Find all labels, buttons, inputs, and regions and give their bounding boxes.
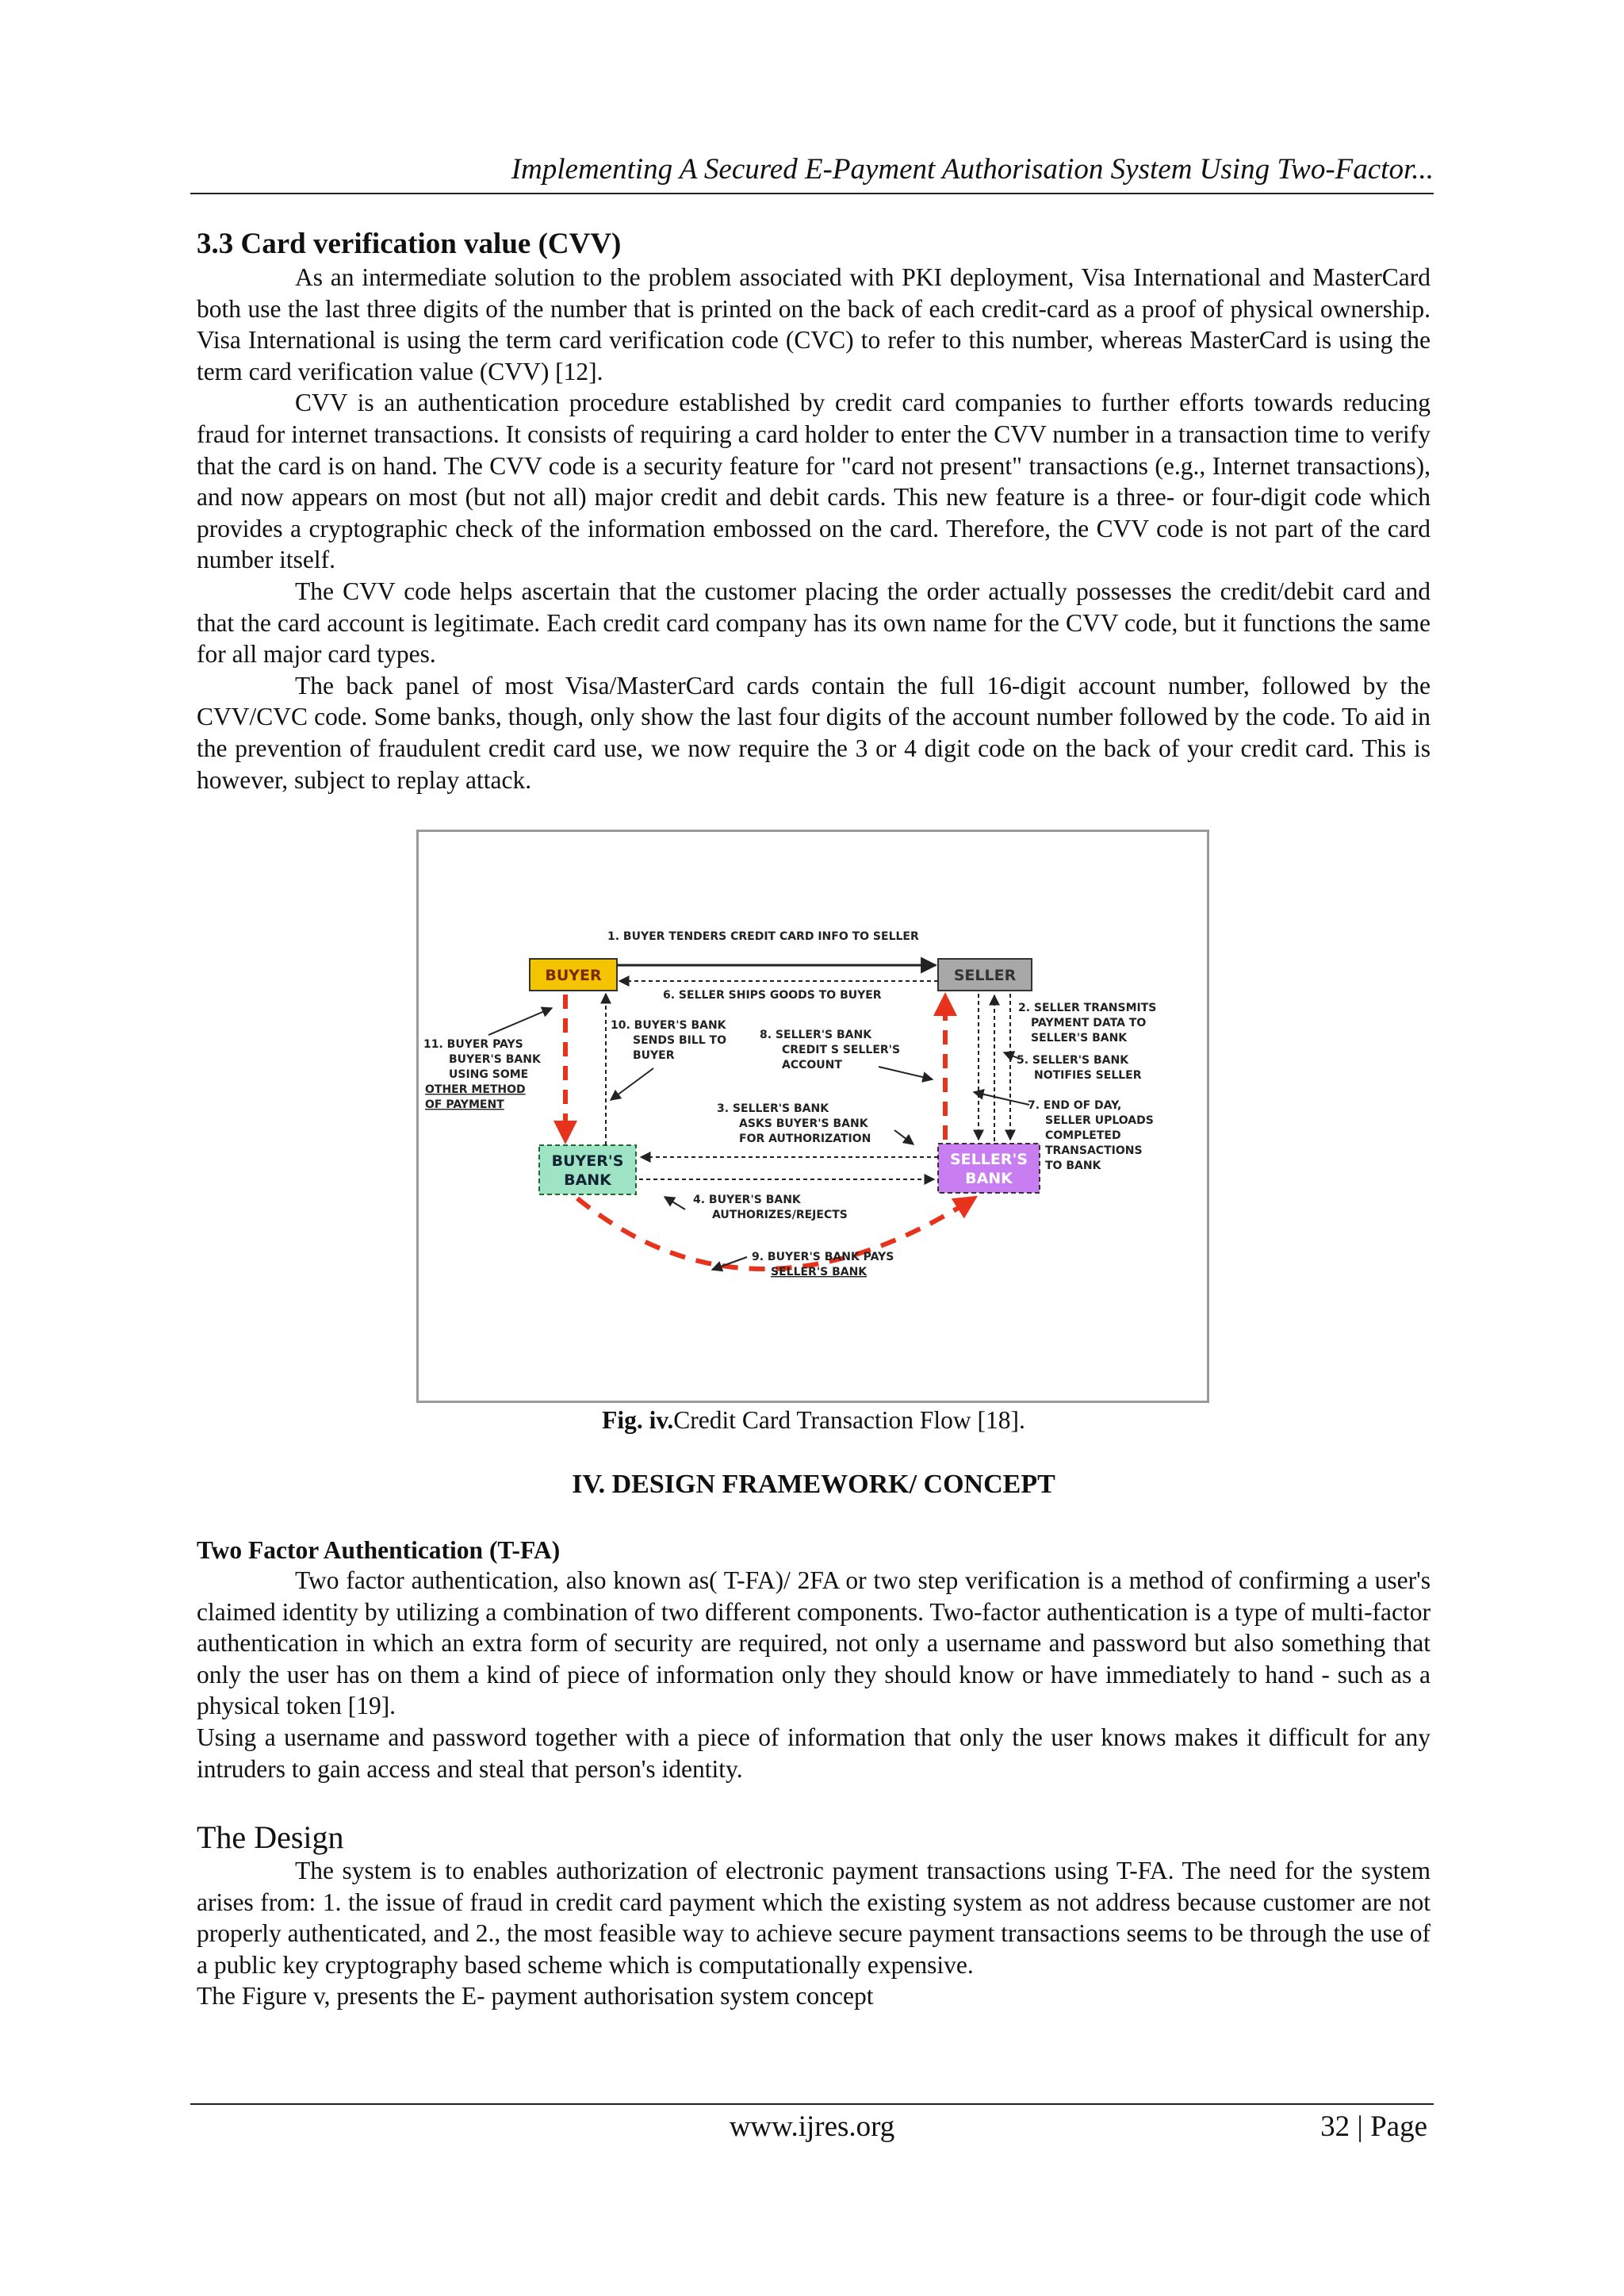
footer-rule bbox=[190, 2103, 1434, 2105]
figure-caption-label: Fig. iv. bbox=[602, 1406, 674, 1434]
buyers-bank-label-2: BANK bbox=[564, 1171, 611, 1189]
label-step-2-line3: SELLER'S BANK bbox=[1031, 1032, 1128, 1045]
paragraph: As an intermediate solution to the problem associated with PKI deployment, Visa International and MasterCard both use the last three digits of the number that is printed on the back of each credit-card as a proof of physical ownership. Visa International is using the term card verification code (CVC) to refer to this number, whereas MasterCard is using the term card verification value (CVV) [12]. bbox=[197, 263, 1431, 385]
label-step-8-line1: 8. SELLER'S BANK bbox=[760, 1029, 872, 1041]
paragraph: Two factor authentication, also known as( T-FA)/ 2FA or two step verification is a method of confirming a user's claimed identity by utilizing a combination of two different components. Two-factor authentication is a type of multi-factor authentication in which an extra form of security are required, not only a username and password but also something that only the user has on them a kind of piece of information only they should know or have immediately to hand - such as a physical token [19]. bbox=[197, 1566, 1431, 1720]
paragraph: Using a username and password together with a piece of information that only the user knows makes it difficult for any intruders to gain access and steal that person's identity. bbox=[197, 1723, 1431, 1783]
buyer-label: BUYER bbox=[545, 967, 602, 984]
subheading-two-factor-authentication: Two Factor Authentication (T-FA) bbox=[197, 1536, 561, 1564]
label-step-11-line3: USING SOME bbox=[449, 1068, 529, 1081]
label-step-3-line1: 3. SELLER'S BANK bbox=[717, 1102, 829, 1115]
chapter-heading-design-framework: IV. DESIGN FRAMEWORK/ CONCEPT bbox=[572, 1470, 1055, 1499]
paragraph: CVV is an authentication procedure established by credit card companies to further efforts towards reducing fraud for internet transactions. It consists of requiring a card holder to enter the CVV number in a transaction time to verify that the card is on hand. The CVV code is a security feature for "card not present" transactions (e.g., Internet transactions), and now appears on most (but not all) major credit and debit cards. This new feature is a three- or four-digit code which provides a cryptographic check of the information embossed on the card. Therefore, the CVV code is not part of the card number itself. bbox=[197, 389, 1431, 574]
label-step-7-line3: COMPLETED bbox=[1045, 1129, 1121, 1142]
figure-caption-text: Credit Card Transaction Flow [18]. bbox=[673, 1406, 1025, 1434]
buyers-bank-label-1: BUYER'S bbox=[551, 1152, 624, 1170]
cvv-section-body bbox=[197, 262, 1431, 795]
label-step-10-line2: SENDS BILL TO bbox=[633, 1034, 726, 1047]
paragraph: The Figure v, presents the E- payment authorisation system concept bbox=[197, 1982, 874, 2010]
tfa-section-body bbox=[197, 1565, 1431, 1784]
label-step-11-line1: 11. BUYER PAYS bbox=[423, 1038, 523, 1051]
label-step-5-line2: NOTIFIES SELLER bbox=[1034, 1069, 1142, 1082]
design-section-body bbox=[197, 1855, 1431, 2012]
label-step-2-line1: 2. SELLER TRANSMITS bbox=[1018, 1002, 1157, 1014]
label-step-7-line5: TO BANK bbox=[1045, 1159, 1101, 1172]
label-step-1: 1. BUYER TENDERS CREDIT CARD INFO TO SELLER bbox=[607, 930, 919, 943]
sellers-bank-label-1: SELLER'S bbox=[950, 1151, 1028, 1168]
figure-credit-card-flow bbox=[416, 830, 1209, 1403]
subheading-the-design: The Design bbox=[197, 1819, 344, 1855]
label-step-2-line2: PAYMENT DATA TO bbox=[1031, 1017, 1147, 1029]
label-step-7-line2: SELLER UPLOADS bbox=[1045, 1114, 1154, 1127]
running-header: Implementing A Secured E-Payment Authorisation System Using Two-Factor... bbox=[511, 153, 1434, 186]
paragraph: The system is to enables authorization of electronic payment transactions using T-FA. The need for the system arises from: 1. the issue of fraud in credit card payment which the existing system as not address because customer are not properly authenticated, and 2., the most feasible way to achieve secure payment transactions seems to be through the use of a public key cryptography based scheme which is computationally expensive. bbox=[197, 1857, 1431, 1979]
label-step-8-line3: ACCOUNT bbox=[782, 1059, 842, 1071]
label-step-4-line1: 4. BUYER'S BANK bbox=[693, 1194, 801, 1206]
label-step-10-line1: 10. BUYER'S BANK bbox=[611, 1019, 726, 1032]
label-step-10-line3: BUYER bbox=[633, 1049, 675, 1062]
label-step-8-line2: CREDIT S SELLER'S bbox=[782, 1044, 901, 1056]
sellers-bank-node bbox=[938, 1144, 1040, 1193]
buyers-bank-node bbox=[539, 1145, 636, 1194]
footer-page-number: 32 | Page bbox=[1320, 2110, 1427, 2143]
label-step-7-line1: 7. END OF DAY, bbox=[1028, 1099, 1122, 1112]
label-step-9-line1: 9. BUYER'S BANK PAYS bbox=[752, 1251, 894, 1263]
label-step-3-line2: ASKS BUYER'S BANK bbox=[739, 1117, 868, 1130]
flow-diagram bbox=[419, 832, 1212, 1405]
section-heading-cvv: 3.3 Card verification value (CVV) bbox=[197, 228, 622, 260]
paragraph: The CVV code helps ascertain that the customer placing the order actually possesses the credit/debit card and that the card account is legitimate. Each credit card company has its own name for the CVV code, but it functions the same for all major card types. bbox=[197, 577, 1431, 669]
label-step-9-line2: SELLER'S BANK bbox=[771, 1266, 868, 1278]
label-step-11-line2: BUYER'S BANK bbox=[449, 1053, 541, 1066]
label-step-4-line2: AUTHORIZES/REJECTS bbox=[712, 1209, 848, 1221]
label-step-3-line3: FOR AUTHORIZATION bbox=[739, 1133, 871, 1145]
buyer-node bbox=[530, 959, 617, 991]
label-step-11-line4: OTHER METHOD bbox=[425, 1083, 526, 1096]
seller-node bbox=[938, 959, 1032, 991]
paragraph: The back panel of most Visa/MasterCard cards contain the full 16-digit account number, followed by the CVV/CVC code. Some banks, though, only show the last four digits of the account number followed by the code. To aid in the prevention of fraudulent credit card use, we now require the 3 or 4 digit code on the back of your credit card. This is however, subject to replay attack. bbox=[197, 671, 1431, 794]
seller-label: SELLER bbox=[953, 967, 1017, 984]
header-rule bbox=[190, 193, 1434, 194]
label-step-7-line4: TRANSACTIONS bbox=[1045, 1144, 1143, 1157]
sellers-bank-label-2: BANK bbox=[965, 1170, 1013, 1187]
label-step-5-line1: 5. SELLER'S BANK bbox=[1017, 1054, 1129, 1067]
footer-website: www.ijres.org bbox=[729, 2110, 895, 2143]
label-step-11-line5: OF PAYMENT bbox=[425, 1098, 504, 1111]
label-step-6: 6. SELLER SHIPS GOODS TO BUYER bbox=[663, 989, 882, 1002]
figure-caption bbox=[197, 1406, 1431, 1435]
